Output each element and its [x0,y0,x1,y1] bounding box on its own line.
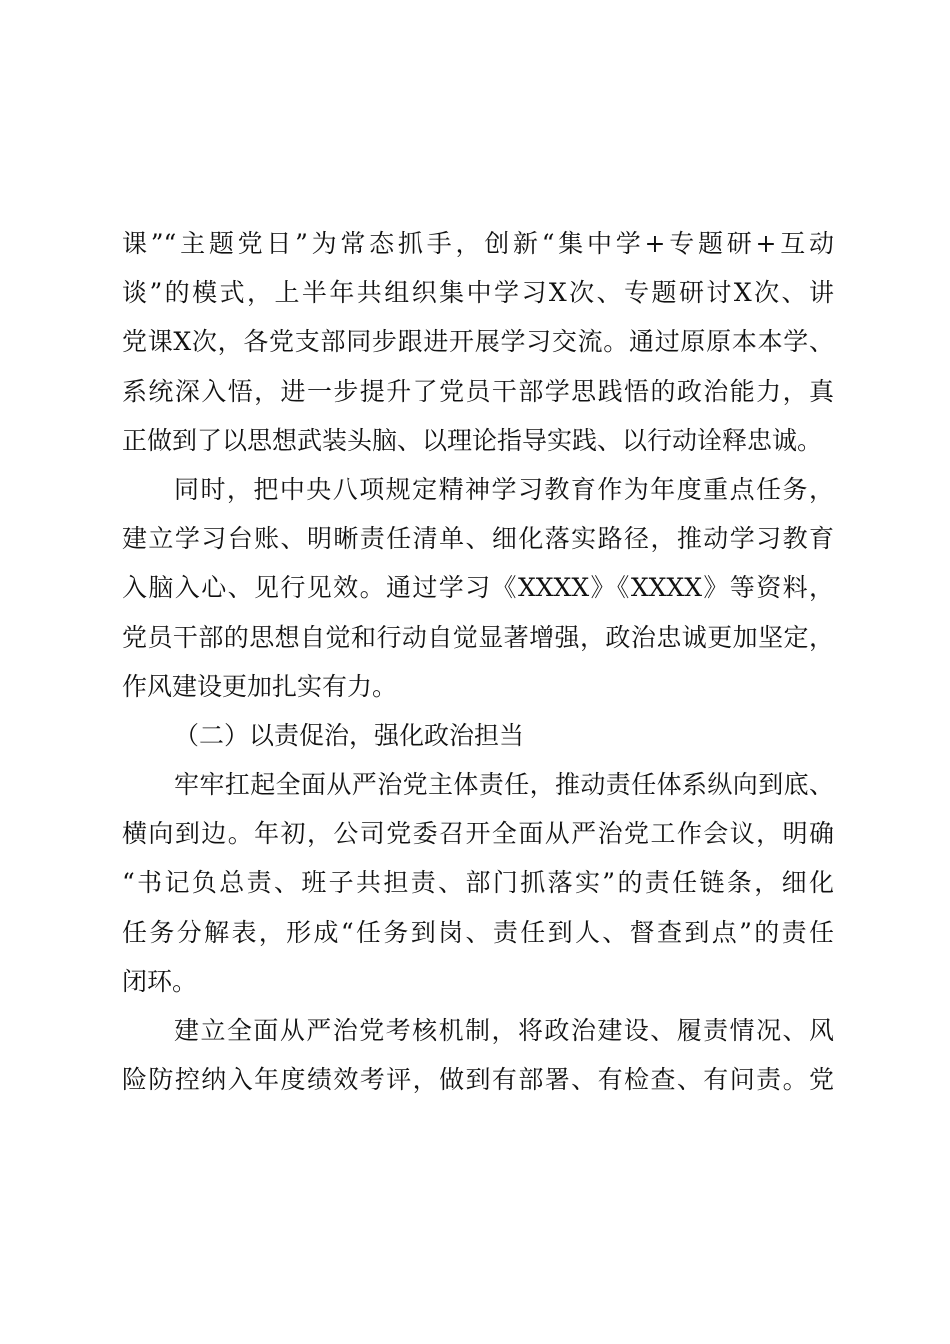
text-line: 课”“主题党日”为常态抓手，创新“集中学+专题研+互动 [122,229,834,258]
text-line: “书记负总责、班子共担责、部门抓落实”的责任链条，细化 [122,868,834,898]
text-line: 谈”的模式，上半年共组织集中学习X次、专题研讨X次、讲 [122,278,834,308]
text-line: 党员干部的思想自觉和行动自觉显著增强，政治忠诚更加坚定， [122,622,834,652]
text-line: 正做到了以思想武装头脑、以理论指导实践、以行动诠释忠诚。 [122,425,823,455]
text-line: 险防控纳入年度绩效考评，做到有部署、有检查、有问责。党 [122,1065,834,1095]
body-text [122,219,834,1104]
text-line: 系统深入悟，进一步提升了党员干部学思践悟的政治能力，真 [122,376,834,406]
paragraph-first-line: 牢牢扛起全面从严治党主体责任，推动责任体系纵向到底、 [174,770,834,800]
text-line: 入脑入心、见行见效。通过学习《XXXX》《XXXX》等资料， [122,573,834,603]
text-line: 建立学习台账、明晰责任清单、细化落实路径，推动学习教育 [122,524,834,554]
text-line: 闭环。 [122,966,198,996]
text-line: 党课X次，各党支部同步跟进开展学习交流。通过原原本本学、 [122,327,834,357]
paragraph-first-line: （二）以责促治，强化政治担当 [174,720,525,750]
paragraph-first-line: 建立全面从严治党考核机制，将政治建设、履责情况、风 [174,1016,834,1045]
text-line: 作风建设更加扎实有力。 [122,671,398,701]
text-line: 任务分解表，形成“任务到岗、责任到人、督查到点”的责任 [122,917,834,947]
text-line: 横向到边。年初，公司党委召开全面从严治党工作会议，明确 [122,819,834,849]
paragraph-first-line: 同时，把中央八项规定精神学习教育作为年度重点任务， [174,474,834,504]
